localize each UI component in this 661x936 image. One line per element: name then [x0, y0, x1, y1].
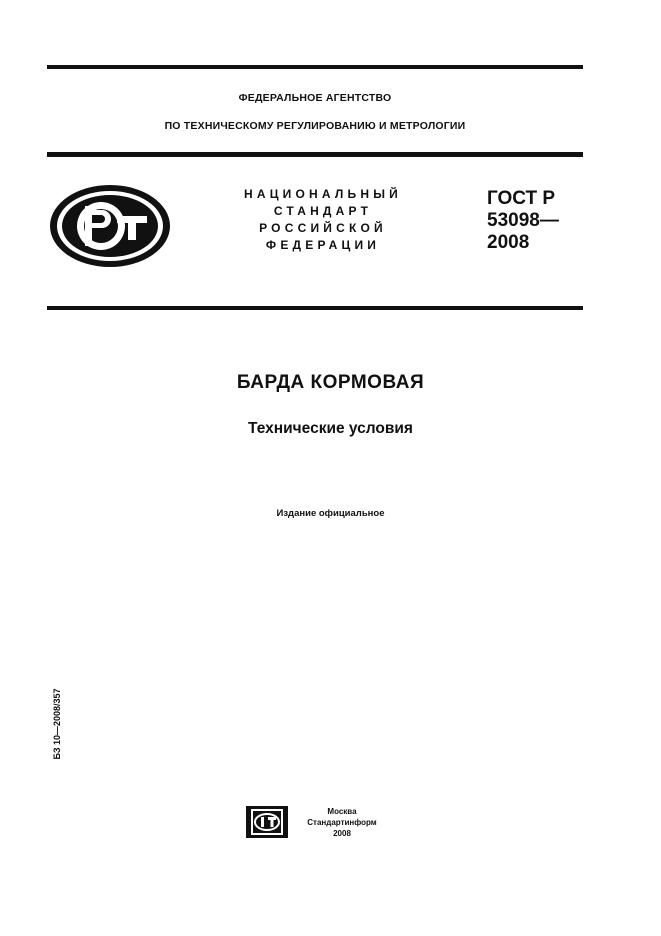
standartinform-logo-icon	[246, 806, 288, 838]
document-title: БАРДА КОРМОВАЯ	[236, 372, 425, 393]
publisher-info	[297, 806, 387, 839]
rst-certification-logo-icon	[47, 183, 173, 269]
standard-designation	[487, 188, 559, 254]
document-subtitle: Технические условия	[248, 420, 413, 437]
national-standard-line: РОССИЙСКОЙ	[259, 221, 387, 235]
header-bottom-rule	[47, 306, 583, 310]
national-standard-line: СТАНДАРТ	[273, 204, 373, 218]
national-standard-label	[225, 186, 421, 254]
header-rule	[47, 152, 583, 157]
designation-line-3: 2008	[487, 232, 530, 253]
publisher-name: Стандартинформ	[307, 818, 377, 827]
national-standard-line: НАЦИОНАЛЬНЫЙ	[243, 187, 403, 201]
side-catalog-note: БЗ 10—2008/357	[52, 688, 62, 760]
edition-label: Издание официальное	[276, 508, 385, 519]
national-standard-line: ФЕДЕРАЦИИ	[265, 238, 381, 252]
designation-line-2: 53098—	[487, 210, 559, 231]
designation-line-1: ГОСТ Р	[487, 188, 556, 209]
top-rule	[47, 65, 583, 69]
agency-line-2: ПО ТЕХНИЧЕСКОМУ РЕГУЛИРОВАНИЮ И МЕТРОЛОГИИ	[164, 120, 466, 132]
agency-line-1: ФЕДЕРАЛЬНОЕ АГЕНТСТВО	[238, 92, 392, 104]
publisher-year: 2008	[333, 829, 351, 838]
publisher-city: Москва	[327, 807, 357, 816]
